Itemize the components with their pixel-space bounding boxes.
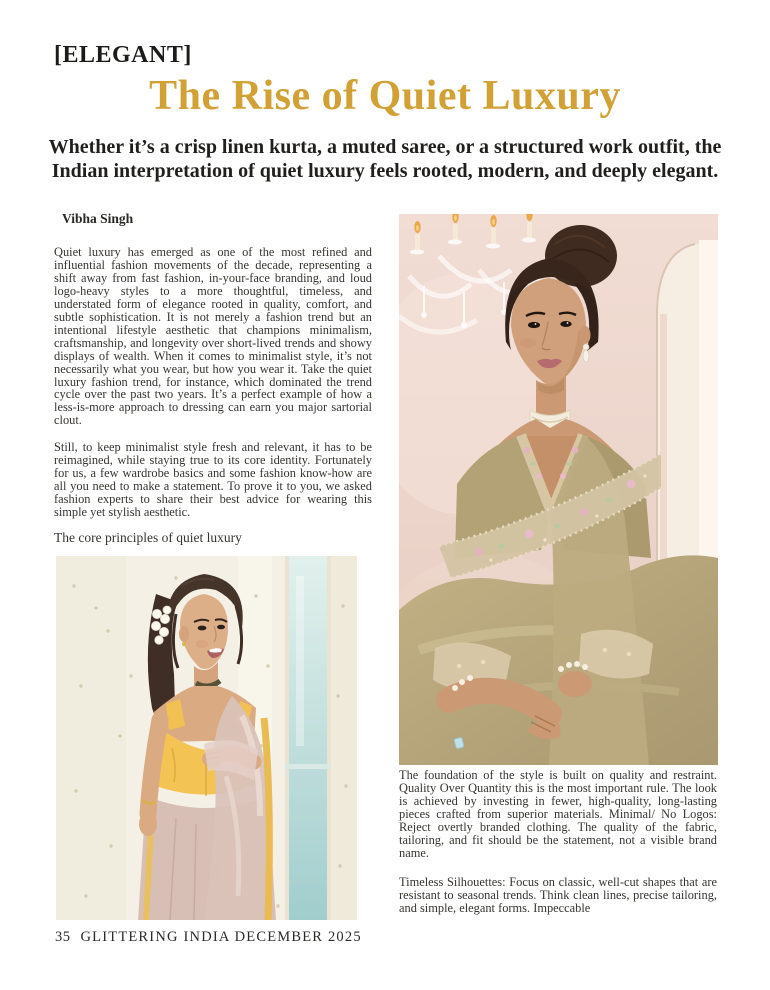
page-footer — [55, 929, 362, 946]
section-kicker: [ELEGANT] — [54, 42, 192, 68]
page-number: 35 — [55, 929, 71, 945]
body-paragraph: Still, to keep minimalist style fresh and relevant, it has to be reimagined, while staying true to its core identity. Fortunately for us, a few wardrobe basics and some fashion know-how are all you need to make a statement. To prove it to you, we asked fashion experts to share their best advice for wearing this simple yet stylish aesthetic. — [54, 440, 372, 519]
section-heading: The core principles of quiet luxury — [54, 530, 242, 545]
right-photo — [399, 214, 718, 765]
left-photo — [56, 556, 357, 920]
magazine-name: GLITTERING INDIA DECEMBER 2025 — [80, 929, 362, 945]
body-paragraph: Timeless Silhouettes: Focus on classic, well-cut shapes that are resistant to seasonal trends. Think clean lines, precise tailoring, and simple, elegant forms. Impeccable — [399, 875, 717, 915]
body-paragraph: Quiet luxury has emerged as one of the most refined and influential fashion movements of the decade, representing a shift away from fast fashion, in-your-face branding, and loud logo-heavy styles to a more thoughtful, timeless, and understated form of elegance rooted in quality, comfort, and subtle sophistication. It is not merely a fashion trend but an intentional lifestyle aesthetic that champions minimalism, craftsmanship, and longevity over short-lived trends and showy displays of wealth. When it comes to minimalist style, it’s not necessarily what you wear, but how you wear it. Take the quiet luxury fashion trend, for instance, which dominated the trend cycle over the past two years. It’s a perfect example of how a less-is-more approach to dressing can earn you major sartorial clout. — [54, 245, 372, 428]
author-byline: Vibha Singh — [62, 211, 134, 226]
article-title: The Rise of Quiet Luxury — [149, 73, 621, 119]
article-subtitle: Whether it’s a crisp linen kurta, a muted saree, or a structured work outfit, the Indian interpretation of quiet luxury feels rooted, modern, and deeply elegant. — [48, 136, 722, 182]
body-paragraph: The foundation of the style is built on quality and restraint. Quality Over Quantity this is the most important rule. The look is achieved by investing in fewer, high-quality, long-lasting pieces crafted from superior materials. Minimal/ No Logos: Reject overtly branded clothing. The quality of the fabric, tailoring, and fit should be the statement, not a visible brand name. — [399, 768, 717, 860]
